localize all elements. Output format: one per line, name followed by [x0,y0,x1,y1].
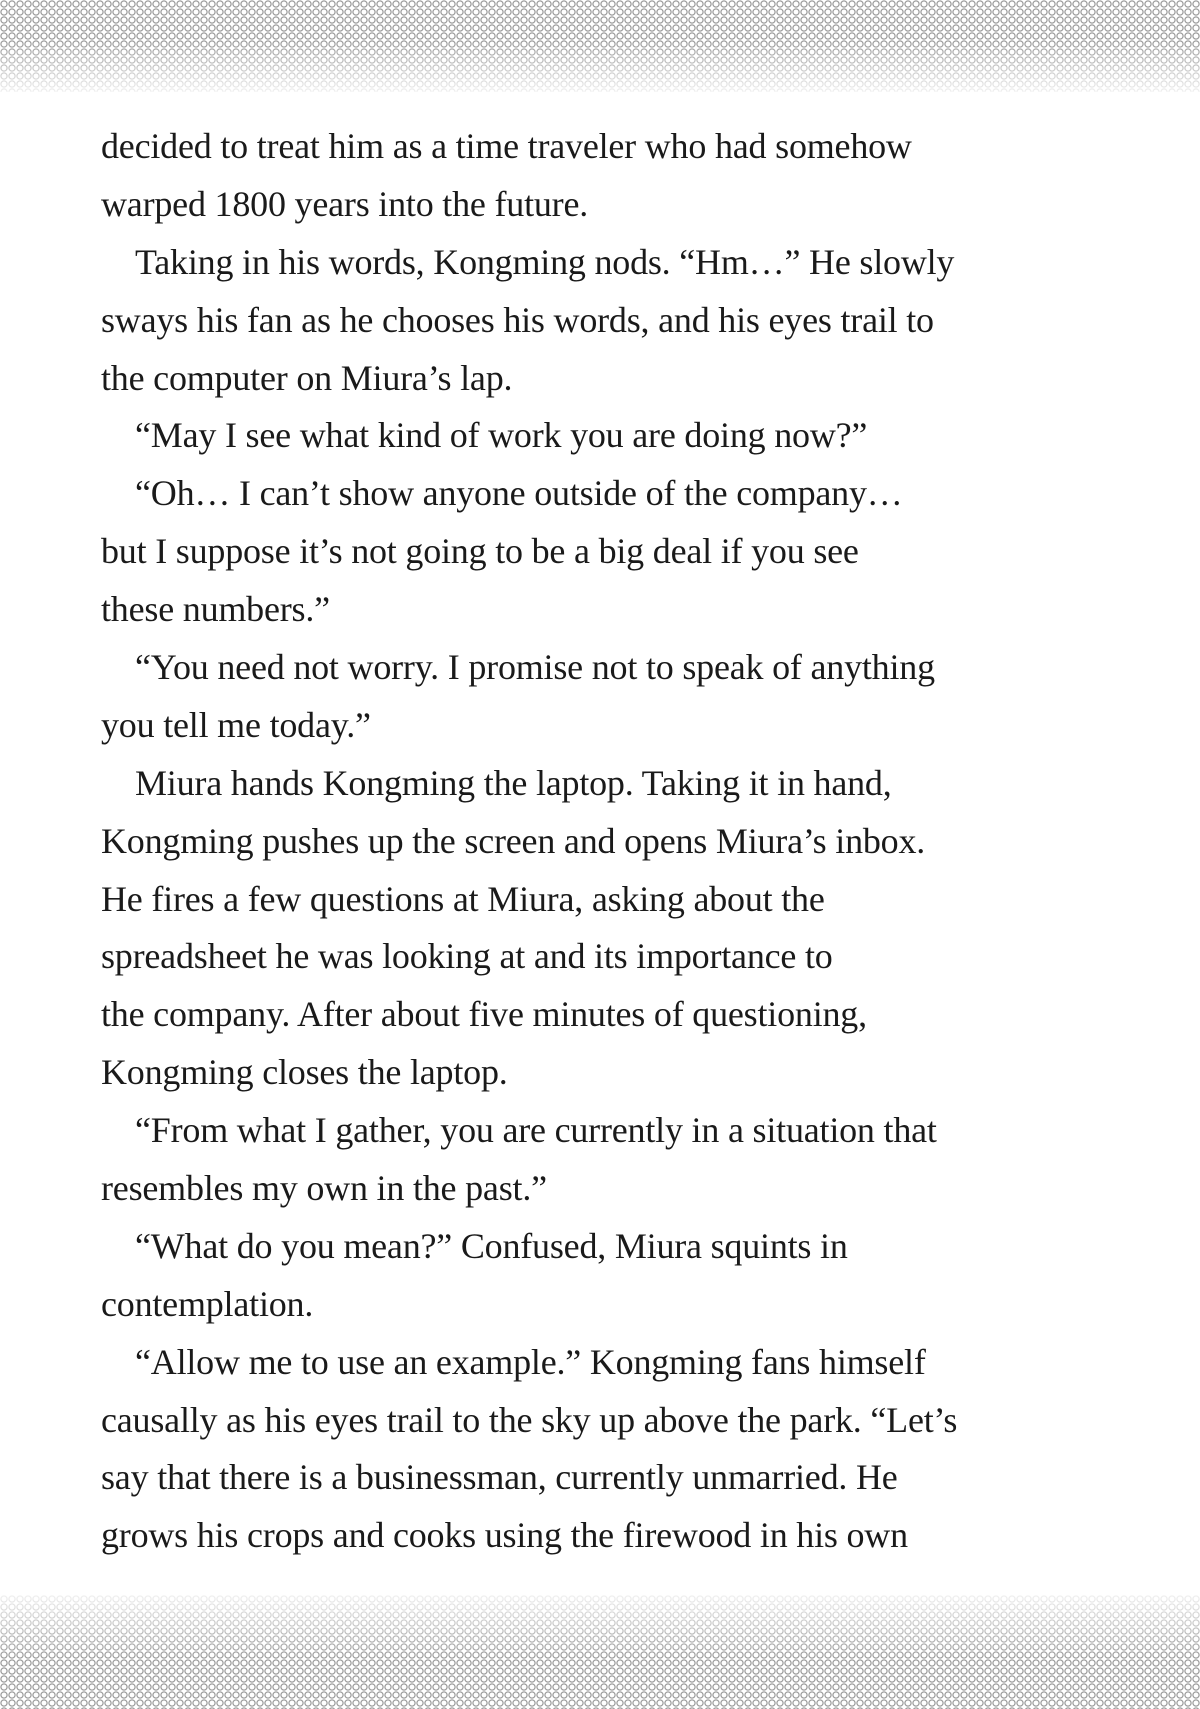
text-line-9: these numbers.” [101,589,330,630]
bottom-pattern-border [0,1595,1200,1709]
text-line-14: He fires a few questions at Miura, asking about the [101,878,825,919]
top-pattern-border [0,0,1200,92]
text-line-8: but I suppose it’s not going to be a big deal if you see [101,531,859,572]
text-line-10: “You need not worry. I promise not to speak of anything [135,647,935,688]
text-line-23: causally as his eyes trail to the sky up above the park. “Let’s [101,1399,958,1440]
text-line-16: the company. After about five minutes of questioning, [101,994,867,1035]
text-line-4: sways his fan as he chooses his words, and his eyes trail to [101,299,934,340]
page-body-text [101,118,1101,1565]
text-line-7: “Oh… I can’t show anyone outside of the company… [135,473,903,514]
text-line-11: you tell me today.” [101,704,371,745]
text-line-19: resembles my own in the past.” [101,1168,547,1209]
text-line-17: Kongming closes the laptop. [101,1052,508,1093]
text-line-24: say that there is a businessman, currently unmarried. He [101,1457,898,1498]
text-line-2: warped 1800 years into the future. [101,183,589,224]
text-line-21: contemplation. [101,1283,314,1324]
text-line-20: “What do you mean?” Confused, Miura squints in [135,1225,848,1266]
text-line-12: Miura hands Kongming the laptop. Taking it in hand, [135,762,892,803]
text-line-5: the computer on Miura’s lap. [101,357,513,398]
text-line-1: decided to treat him as a time traveler who had somehow [101,126,912,166]
text-line-13: Kongming pushes up the screen and opens Miura’s inbox. [101,820,926,861]
text-line-22: “Allow me to use an example.” Kongming fans himself [135,1341,926,1382]
text-line-25: grows his crops and cooks using the firewood in his own [101,1515,908,1556]
text-line-6: “May I see what kind of work you are doing now?” [135,415,868,456]
text-line-15: spreadsheet he was looking at and its importance to [101,936,833,977]
text-line-3: Taking in his words, Kongming nods. “Hm…” He slowly [135,241,955,282]
text-line-18: “From what I gather, you are currently in a situation that [135,1110,937,1151]
